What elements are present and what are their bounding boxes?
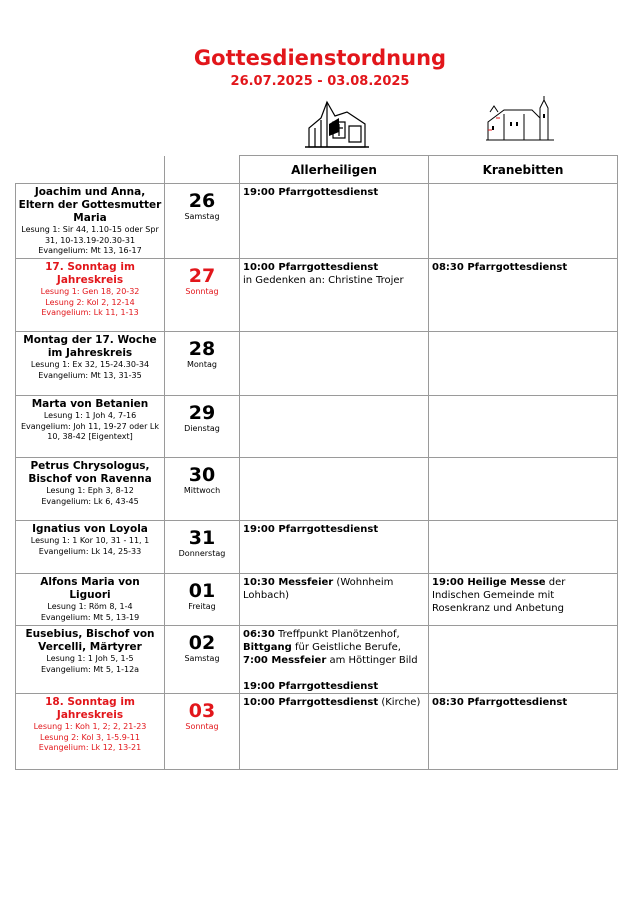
service-time-label: 10:00 Pfarrgottesdienst — [243, 697, 379, 708]
feast-name: Alfons Maria von Liguori — [40, 576, 140, 601]
service-entry — [243, 261, 426, 274]
service-detail: am Höttinger Bild — [326, 655, 418, 666]
reading-reference: Lesung 1: Koh 1, 2; 2, 21-23 — [33, 722, 147, 731]
service-time-label: 7:00 Messfeier — [243, 655, 327, 666]
service-entry — [243, 654, 426, 667]
reading-reference: Evangelium: Lk 11, 1-13 — [41, 308, 139, 317]
reading-reference: Lesung 1: Röm 8, 1-4 — [47, 602, 133, 611]
entry-spacer — [243, 667, 426, 680]
reading-reference: Lesung 2: Kol 2, 12-14 — [45, 297, 135, 307]
allerheiligen-cell — [240, 694, 429, 770]
allerheiligen-cell — [240, 259, 429, 332]
column-header-allerheiligen: Allerheiligen — [240, 156, 429, 184]
service-entry — [243, 186, 426, 199]
date-cell — [165, 521, 240, 574]
feast-name: Ignatius von Loyola — [32, 523, 148, 535]
day-row — [16, 458, 618, 521]
reading-reference: Lesung 1: Sir 44, 1.10-15 oder Spr 31, 10-13.19-20.30-31 — [21, 225, 159, 245]
service-time-label: 08:30 Pfarrgottesdienst — [432, 262, 568, 273]
date-cell — [165, 332, 240, 396]
reading-reference: Evangelium: Mt 13, 16-17 — [38, 246, 142, 255]
reading-reference: Lesung 1: 1 Kor 10, 31 - 11, 1 — [30, 536, 150, 545]
allerheiligen-church-icon — [305, 98, 370, 150]
blank-header-cell — [165, 156, 240, 184]
feast-name: Montag der 17. Woche im Jahreskreis — [23, 334, 157, 359]
day-number: 03 — [188, 700, 216, 722]
feast-name: Petrus Chrysologus, Bischof von Ravenna — [28, 460, 152, 485]
service-entry — [243, 576, 426, 602]
service-time-label: 06:30 — [243, 629, 275, 640]
column-header-kranebitten: Kranebitten — [429, 156, 618, 184]
kranebitten-church-icon — [484, 96, 556, 144]
day-row — [16, 694, 618, 770]
feast-cell — [16, 184, 165, 259]
reading-reference: Evangelium: Joh 11, 19-27 oder Lk 10, 38-42 [Eigentext] — [20, 421, 160, 441]
service-entry — [243, 523, 426, 536]
date-cell — [165, 694, 240, 770]
day-row — [16, 521, 618, 574]
feast-cell — [16, 259, 165, 332]
kranebitten-cell — [429, 259, 618, 332]
date-cell — [165, 184, 240, 259]
date-cell — [165, 396, 240, 458]
feast-name: Marta von Betanien — [31, 398, 149, 410]
feast-cell — [16, 574, 165, 626]
day-row — [16, 396, 618, 458]
feast-cell — [16, 332, 165, 396]
day-row — [16, 332, 618, 396]
reading-reference: Evangelium: Mt 13, 31-35 — [38, 370, 142, 380]
service-detail: Treffpunkt Planötzenhof, — [274, 629, 400, 640]
day-number: 28 — [188, 338, 216, 360]
day-number: 29 — [188, 402, 216, 424]
day-number: 26 — [188, 190, 216, 212]
service-entry — [243, 274, 426, 287]
service-time-label: 08:30 Pfarrgottesdienst — [432, 697, 568, 708]
service-entry — [432, 261, 615, 274]
reading-reference: Lesung 1: Gen 18, 20-32 — [40, 287, 140, 296]
weekday-label: Samstag — [184, 212, 220, 221]
kranebitten-cell — [429, 574, 618, 626]
reading-reference: Lesung 1: Eph 3, 8-12 — [46, 486, 134, 495]
service-entry — [243, 680, 426, 693]
kranebitten-cell — [429, 626, 618, 694]
reading-reference: Lesung 1: 1 Joh 5, 1-5 — [46, 654, 134, 663]
reading-reference: Evangelium: Mt 5, 13-19 — [40, 612, 140, 622]
feast-name: Joachim und Anna, Eltern der Gottesmutter Maria — [18, 186, 162, 224]
feast-cell — [16, 396, 165, 458]
weekday-label: Sonntag — [185, 287, 219, 296]
allerheiligen-cell — [240, 184, 429, 259]
weekday-label: Dienstag — [184, 424, 220, 433]
feast-cell — [16, 694, 165, 770]
service-detail: in Gedenken an: Christine Trojer — [243, 275, 404, 286]
feast-name: 18. Sonntag im Jahreskreis — [45, 696, 135, 721]
day-number: 27 — [188, 265, 216, 287]
date-cell — [165, 259, 240, 332]
reading-reference: Evangelium: Mt 5, 1-12a — [40, 664, 140, 674]
feast-name: Eusebius, Bischof von Vercelli, Märtyrer — [25, 628, 155, 653]
weekday-label: Samstag — [184, 654, 220, 663]
page-title: Gottesdienstordnung — [193, 46, 447, 70]
weekday-label: Donnerstag — [178, 549, 226, 558]
allerheiligen-cell — [240, 574, 429, 626]
allerheiligen-cell — [240, 626, 429, 694]
day-row — [16, 259, 618, 332]
date-cell — [165, 626, 240, 694]
service-entry — [243, 696, 426, 709]
allerheiligen-cell — [240, 521, 429, 574]
allerheiligen-cell — [240, 396, 429, 458]
day-number: 30 — [188, 464, 216, 486]
reading-reference: Lesung 1: Ex 32, 15-24.30-34 — [30, 360, 150, 369]
kranebitten-cell — [429, 458, 618, 521]
date-cell — [165, 574, 240, 626]
allerheiligen-cell — [240, 332, 429, 396]
service-detail: (Kirche) — [378, 697, 421, 708]
reading-reference: Evangelium: Lk 14, 25-33 — [38, 546, 142, 556]
day-number: 31 — [188, 527, 216, 549]
service-detail: der Indischen Gemeinde mit Rosenkranz und Anbetung — [432, 577, 566, 614]
reading-reference: Evangelium: Lk 12, 13-21 — [38, 743, 142, 752]
day-row — [16, 626, 618, 694]
service-time-label: 19:00 Pfarrgottesdienst — [243, 524, 379, 535]
day-row — [16, 574, 618, 626]
kranebitten-cell — [429, 694, 618, 770]
kranebitten-cell — [429, 521, 618, 574]
kranebitten-cell — [429, 396, 618, 458]
service-time-label: 10:30 Messfeier — [243, 577, 334, 588]
weekday-label: Mittwoch — [183, 486, 221, 495]
service-time-label: 19:00 Heilige Messe — [432, 577, 546, 588]
service-detail: (Wohnheim Lohbach) — [243, 577, 394, 601]
reading-reference: Lesung 2: Kol 3, 1-5.9-11 — [40, 732, 140, 742]
day-number: 02 — [188, 632, 216, 654]
reading-reference: Evangelium: Lk 6, 43-45 — [41, 496, 139, 506]
service-entry — [243, 641, 426, 654]
service-time-label: Bittgang — [243, 642, 292, 653]
kranebitten-cell — [429, 184, 618, 259]
weekday-label: Freitag — [188, 602, 216, 611]
service-time-label: 10:00 Pfarrgottesdienst — [243, 262, 379, 273]
feast-cell — [16, 521, 165, 574]
header-row — [16, 156, 618, 184]
service-table — [15, 155, 618, 770]
reading-reference: Lesung 1: 1 Joh 4, 7-16 — [43, 411, 137, 420]
day-row — [16, 184, 618, 259]
day-number: 01 — [188, 580, 216, 602]
feast-cell — [16, 626, 165, 694]
service-entry — [432, 576, 615, 615]
service-time-label: 19:00 Pfarrgottesdienst — [243, 681, 379, 692]
weekday-label: Sonntag — [185, 722, 219, 731]
weekday-label: Montag — [187, 360, 217, 369]
blank-header-cell — [16, 156, 165, 184]
feast-cell — [16, 458, 165, 521]
service-detail: für Geistliche Berufe, — [291, 642, 401, 653]
service-entry — [432, 696, 615, 709]
date-range: 26.07.2025 - 03.08.2025 — [230, 74, 410, 89]
service-entry — [243, 628, 426, 641]
feast-name: 17. Sonntag im Jahreskreis — [45, 261, 135, 286]
service-time-label: 19:00 Pfarrgottesdienst — [243, 187, 379, 198]
allerheiligen-cell — [240, 458, 429, 521]
kranebitten-cell — [429, 332, 618, 396]
date-cell — [165, 458, 240, 521]
